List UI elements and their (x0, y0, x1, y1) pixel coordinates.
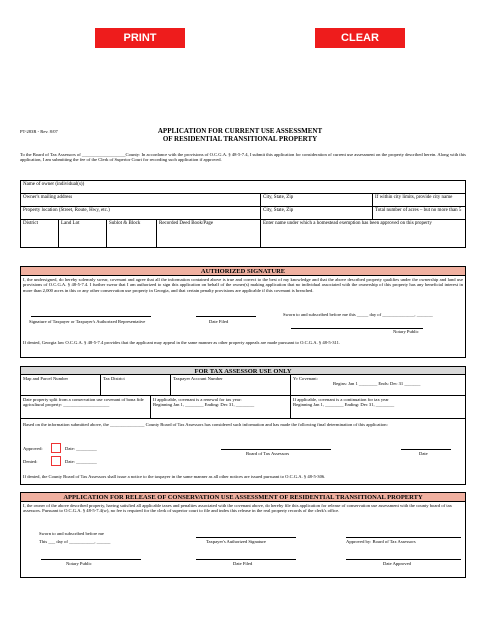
yr-covenant-field[interactable] (291, 375, 466, 396)
land-lot-label: Land Lot (61, 221, 80, 226)
sublot-label: Sublot & Block (109, 221, 141, 226)
tax-district-field[interactable] (101, 375, 171, 396)
map-parcel-field[interactable] (21, 375, 101, 396)
denied-date: Date: _________ (65, 459, 97, 464)
release-date-filed-label: Date Filed (233, 561, 253, 566)
district-field[interactable] (21, 220, 59, 248)
district-label: District (23, 221, 38, 226)
deed-book-field[interactable] (157, 220, 261, 248)
split-label: Date property split from a conservation use covenant of bona fide agricultural property: ____________________ (23, 397, 144, 408)
account-number-field[interactable] (171, 375, 291, 396)
board-text: Based on the information submitted above, the _______________ County Board of Tax Assessors has considered such information and has made the following final determination of this application: (23, 422, 388, 427)
form-title-line1: APPLICATION FOR CURRENT USE ASSESSMENT (157, 127, 323, 135)
deed-label: Recorded Deed Book/Page (159, 221, 214, 226)
begins-ends-text: Begins: Jan 1 ________ Ends: Dec 31 _______ (333, 381, 421, 387)
city-state-zip-field-2[interactable] (261, 207, 373, 220)
tax-assessor-header: FOR TAX ASSESSOR USE ONLY (20, 366, 466, 375)
board-label: Board of Tax Assessors (246, 451, 290, 456)
renewal-label: If applicable, covenant is a renewal for tax year: (153, 397, 242, 402)
approved-by-line[interactable] (346, 537, 461, 538)
city-name-field[interactable] (373, 194, 466, 207)
renewal-dates: Beginning Jan 1, ________ Ending: Dec 31, ________ (153, 402, 255, 408)
signature-label: Signature of Taxpayer or Taxpayer's Authorized Representative (29, 319, 146, 324)
acres-label: Total number of acres – but no more than 5 (375, 208, 462, 213)
city-state-zip-label-1: City, State, Zip (263, 195, 294, 200)
authorized-signature-section (20, 276, 466, 358)
board-signature-line[interactable] (221, 449, 331, 450)
clear-button[interactable]: CLEAR (315, 28, 405, 48)
form-title-line2: OF RESIDENTIAL TRANSITIONAL PROPERTY (162, 135, 318, 143)
release-sworn: Sworn to and subscribed before me (39, 531, 104, 536)
owner-info-table (20, 180, 466, 248)
date-filed-label: Date Filed (209, 319, 229, 324)
renewal-field[interactable] (151, 396, 291, 418)
release-notary-line[interactable] (41, 559, 141, 560)
property-location-label: Property location (Street, Route, Hwy, etc.) (23, 208, 110, 213)
release-header: APPLICATION FOR RELEASE OF CONSERVATION USE ASSESSMENT OF RESIDENTIAL TRANSITIONAL PROPERTY (20, 492, 466, 502)
release-date-approved-line[interactable] (346, 559, 461, 560)
approved-label: Approved: (23, 446, 43, 451)
owner-name-label: Name of owner (individual(s)) (23, 182, 85, 187)
continuation-field[interactable] (291, 396, 466, 418)
print-button[interactable]: PRINT (95, 28, 185, 48)
release-date-filed-line[interactable] (196, 559, 296, 560)
approved-by-label: Approved by: Board of Tax Assessors (346, 539, 416, 544)
property-location-field[interactable] (21, 207, 261, 220)
form-id: PT-283R - Rev. 8/07 (20, 129, 58, 134)
city-state-zip-field-1[interactable] (261, 194, 373, 207)
acres-field[interactable] (373, 207, 466, 220)
release-section (20, 502, 466, 578)
map-parcel-label: Map and Parcel Number (23, 376, 69, 381)
denied-note: If denied, Georgia law O.C.G.A. § 48-5-7.4 provides that the applicant may appeal in the same manner as other property appeals are made pursuant to O.C.G.A. § 48-5-311. (23, 340, 341, 345)
taxpayer-signature-line[interactable] (31, 316, 151, 317)
owner-name-field[interactable] (21, 181, 466, 194)
land-lot-field[interactable] (59, 220, 107, 248)
continuation-label: If applicable, covenant is a continuation for tax year (293, 397, 389, 402)
homestead-field[interactable] (261, 220, 466, 248)
release-text: I, the owner of the above described property, having satisfied all applicable taxes and penalties associated with the covenant above, do hereby file this application for release of conservation use assessment with the county board of tax assessors. Pursuant to O.C.G.A. § 48-5-7.4(w), no fee is required for the clerk of superior court to file and index this release in the real property records of the clerk's office. (23, 503, 452, 514)
board-date-label: Date (419, 451, 428, 456)
denied-checkbox[interactable] (51, 456, 61, 466)
tax-assessor-table (20, 375, 466, 419)
release-signature-line[interactable] (196, 537, 296, 538)
determination-section (20, 419, 466, 485)
account-label: Taxpayer Account Number (173, 376, 223, 381)
split-date-field[interactable] (21, 396, 151, 418)
authorized-text: I, the undersigned, do hereby solemnly swear, covenant and agree that all the information contained above is true and correct to the best of my knowledge and that the above described property qualifies under the ownership and land use provisions of O.C.G.A. § 48-5-7.4. I further swear that I am authorized to sign this application on behalf of the owner(s) making application that no individual associated with the ownership of this property has any beneficial interest in more than 2,000 acres in this or any other conservation use property in Georgia, and that certain penalty provisions are applicable if this covenant is breached. (23, 277, 463, 293)
city-state-zip-label-2: City, State, Zip (263, 208, 294, 213)
authorized-signature-header: AUTHORIZED SIGNATURE (20, 266, 466, 276)
date-filed-line[interactable] (196, 316, 256, 317)
board-date-line[interactable] (401, 449, 451, 450)
homestead-label: Enter name under which a homestead exemption has been approved on this property (263, 221, 432, 226)
tax-district-label: Tax District (103, 376, 125, 381)
denied-label: Denied: (23, 459, 38, 464)
release-this-day: This ___ day of ___________, ______ (39, 539, 111, 544)
release-date-approved-label: Date Approved (383, 561, 411, 566)
notary-label: Notary Public (393, 329, 419, 334)
approved-checkbox[interactable] (51, 443, 61, 453)
denial-notice: If denied, the County Board of Tax Assessors shall issue a notice to the taxpayer in the same manner as all other notices are issued pursuant to O.C.G.A. § 48-5-306. (23, 474, 326, 479)
mailing-address-field[interactable] (21, 194, 261, 207)
intro-text: To the Board of Tax Assessors of ___________________County: In accordance with the provisions of O.C.G.A. § 48-5-7.4, I submit this application for consideration of current use assessment on the property described herein. Along with this application, I am submitting the fee of the Clerk of Superior Court for recording such application if approved. (20, 152, 466, 163)
release-notary-label: Notary Public (66, 561, 92, 566)
release-signature-label: Taxpayer's Authorized Signature (206, 539, 266, 544)
sublot-field[interactable] (107, 220, 157, 248)
sworn-text: Sworn to and subscribed before me this _____ day of ______________, _______ (283, 312, 433, 317)
mailing-label: Owner's mailing address (23, 195, 73, 200)
city-name-label: If within city limits, provide city name (375, 195, 453, 200)
continuation-dates: Beginning Jan 1, ________ Ending: Dec 31, ________ (293, 402, 395, 408)
yr-covenant-label: Yr Covenant: (293, 376, 318, 381)
approved-date: Date: _________ (65, 446, 97, 451)
